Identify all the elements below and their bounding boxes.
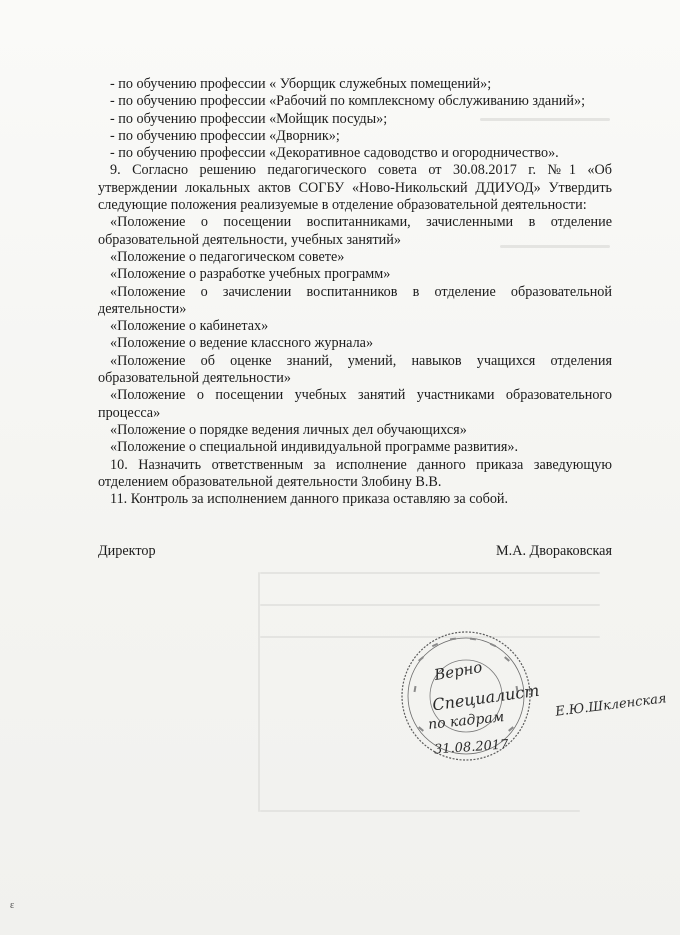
bleed-through bbox=[260, 604, 600, 606]
list-item: - по обучению профессии « Уборщик служебных помещений»; bbox=[110, 76, 492, 92]
list-item: «Положение о кабинетах» bbox=[110, 318, 269, 335]
scan-mark: ɛ bbox=[10, 900, 15, 911]
signature-row bbox=[98, 542, 612, 560]
list-item: «Положение о педагогическом совете» bbox=[110, 248, 345, 265]
list-item: «Положение о ведение классного журнала» bbox=[110, 335, 374, 352]
handwritten-signature: Е.Ю.Шкленская bbox=[554, 691, 668, 720]
signature-name: М.А. Двораковская bbox=[496, 543, 612, 560]
list-item: «Положение о специальной индивидуальной программе развития». bbox=[110, 439, 519, 456]
list-item: - по обучению профессии «Рабочий по комплексному обслуживанию зданий»; bbox=[110, 93, 586, 110]
handwritten-verified: Верно bbox=[432, 657, 484, 685]
handwritten-date: 31.08.2017 bbox=[433, 737, 509, 758]
bleed-through bbox=[260, 810, 580, 812]
document-body bbox=[98, 76, 612, 560]
bleed-through bbox=[258, 572, 260, 812]
list-item: «Положение о разработке учебных программ» bbox=[110, 266, 391, 283]
list-item: - по обучению профессии «Мойщик посуды»; bbox=[110, 110, 388, 127]
list-item: «Положение о посещении воспитанниками, зачисленными в отделение образовательной деятельности, учебных занятий» bbox=[98, 214, 612, 248]
list-item: - по обучению профессии «Декоративное садоводство и огородничество». bbox=[110, 145, 559, 162]
list-item: «Положение о порядке ведения личных дел обучающихся» bbox=[110, 421, 467, 438]
list-item: «Положение об оценке знаний, умений, навыков учащихся отделения образовательной деятельности» bbox=[98, 352, 612, 387]
paragraph-9: 9. Согласно решению педагогического совета от 30.08.2017 г. №1 «Об утверждении локальных актов СОГБУ «Ново-Никольский ДДИУОД» Утвердить следующие положения реализуемые в отделение образовательной деятельности: bbox=[98, 162, 612, 214]
bleed-through bbox=[260, 572, 600, 574]
handwritten-hr: по кадрам bbox=[427, 709, 506, 733]
signature-position: Директор bbox=[98, 543, 156, 560]
paragraph-10: 10. Назначить ответственным за исполнение данного приказа заведующую отделением образовательной деятельности Злобину В.В. bbox=[98, 456, 612, 490]
list-item: - по обучению профессии «Дворник»; bbox=[110, 127, 340, 144]
list-item: «Положение о зачислении воспитанников в отделение образовательной деятельности» bbox=[98, 283, 612, 317]
list-item: «Положение о посещении учебных занятий участниками образовательного процесса» bbox=[98, 387, 612, 421]
handwritten-specialist: Специалист bbox=[431, 680, 541, 715]
paragraph-11: 11. Контроль за исполнением данного приказа оставляю за собой. bbox=[110, 491, 509, 508]
